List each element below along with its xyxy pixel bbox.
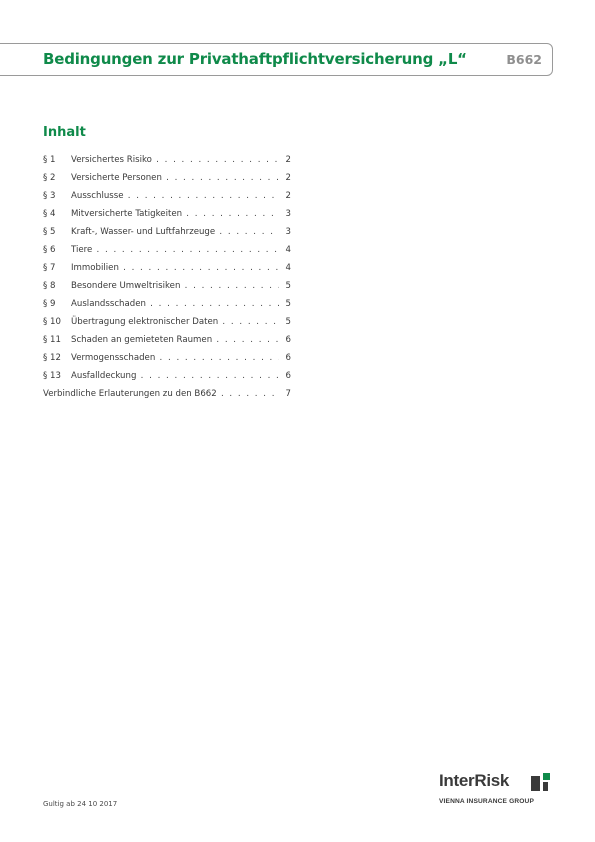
toc-entry-10[interactable]: [43, 313, 291, 331]
toc-section: § 1: [43, 155, 56, 165]
toc-page: 5: [285, 317, 291, 327]
toc-section: § 12: [43, 353, 61, 363]
interrisk-logo: [439, 771, 554, 811]
toc-entry-13[interactable]: [43, 367, 291, 385]
toc-page: 3: [285, 227, 291, 237]
document-title: Bedingungen zur Privathaftpflichtversicherung „L“: [43, 50, 467, 68]
toc-title: Tiere . . .: [71, 241, 279, 259]
toc-title: Immobilien . . .: [71, 259, 279, 277]
toc-heading: Inhalt: [43, 125, 86, 140]
toc-title: Versicherte Personen . . .: [71, 169, 279, 187]
validity-date: Gultig ab 24 10 2017: [43, 800, 118, 808]
toc-title: Ausfalldeckung . . .: [71, 367, 279, 385]
toc-title: Versichertes Risiko . . .: [71, 151, 279, 169]
toc-title: Schaden an gemieteten Raumen . . .: [71, 331, 279, 349]
toc-page: 2: [285, 173, 291, 183]
toc-entry-1[interactable]: [43, 151, 291, 169]
toc-section: § 10: [43, 317, 61, 327]
toc-page: 4: [285, 245, 291, 255]
toc-page: 6: [285, 335, 291, 345]
toc-page: 4: [285, 263, 291, 273]
toc-section: § 9: [43, 299, 56, 309]
toc-title: Verbindliche Erlauterungen zu den B662 . . .: [43, 385, 279, 403]
toc-entry-8[interactable]: [43, 277, 291, 295]
logo-wordmark: InterRisk: [439, 771, 510, 790]
toc-section: § 4: [43, 209, 56, 219]
toc-page: 2: [285, 191, 291, 201]
toc-page: 5: [285, 299, 291, 309]
toc-page: 5: [285, 281, 291, 291]
toc-title: Übertragung elektronischer Daten . . .: [71, 313, 279, 331]
toc-entry-7[interactable]: [43, 259, 291, 277]
toc-title: Besondere Umweltrisiken . . .: [71, 277, 279, 295]
toc-title: Auslandsschaden . . .: [71, 295, 279, 313]
toc-section: § 2: [43, 173, 56, 183]
toc-entry-4[interactable]: [43, 205, 291, 223]
document-code: B662: [506, 52, 542, 67]
toc-entry-12[interactable]: [43, 349, 291, 367]
toc-title: Mitversicherte Tatigkeiten . . .: [71, 205, 279, 223]
toc-section: § 5: [43, 227, 56, 237]
toc-page: 3: [285, 209, 291, 219]
toc-section: § 8: [43, 281, 56, 291]
table-of-contents: [43, 151, 291, 403]
toc-section: § 7: [43, 263, 56, 273]
toc-entry-3[interactable]: [43, 187, 291, 205]
toc-title: Kraft-, Wasser- und Luftfahrzeuge . . .: [71, 223, 279, 241]
toc-page: 2: [285, 155, 291, 165]
logo-mark-icon: [531, 773, 553, 791]
toc-entry-9[interactable]: [43, 295, 291, 313]
toc-entry-11[interactable]: [43, 331, 291, 349]
toc-page: 6: [285, 353, 291, 363]
toc-section: § 13: [43, 371, 61, 381]
toc-page: 6: [285, 371, 291, 381]
toc-entry-5[interactable]: [43, 223, 291, 241]
document-header: [0, 43, 553, 76]
toc-title: Vermogensschaden . . .: [71, 349, 279, 367]
toc-title: Ausschlusse . . .: [71, 187, 279, 205]
toc-entry-6[interactable]: [43, 241, 291, 259]
toc-section: § 11: [43, 335, 61, 345]
logo-subtitle: VIENNA INSURANCE GROUP: [439, 798, 535, 805]
toc-page: 7: [285, 389, 291, 399]
toc-entry-appendix[interactable]: [43, 385, 291, 403]
toc-section: § 6: [43, 245, 56, 255]
toc-entry-2[interactable]: [43, 169, 291, 187]
toc-section: § 3: [43, 191, 56, 201]
